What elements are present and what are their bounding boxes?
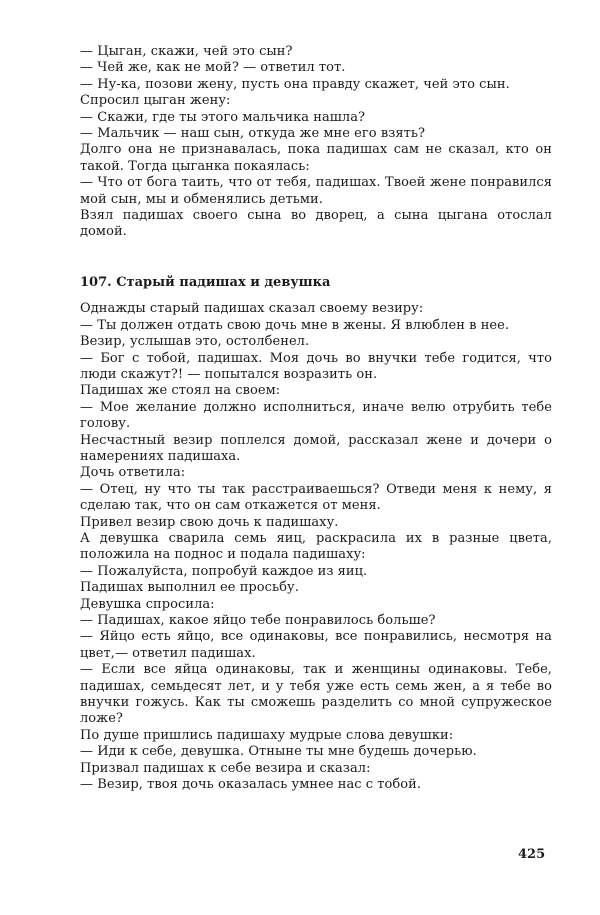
paragraph: — Если все яйца одинаковы, так и женщины одинаковы. Тебе, падишах, семьдесят лет, и у тебя уже есть семь жен, а я тебе во внучки гожусь. Как ты сможешь разделить со мной супружеское ложе?	[80, 662, 552, 727]
paragraph: А девушка сварила семь яиц, раскрасила их в разные цвета, положила на поднос и подала падишаху:	[80, 530, 552, 563]
paragraph: — Мальчик — наш сын, откуда же мне его взять?	[80, 126, 425, 142]
previous-story-ending	[80, 44, 552, 241]
paragraph: Девушка спросила:	[80, 596, 215, 612]
story-title: 107. Старый падишах и девушка	[80, 274, 331, 290]
paragraph: Взял падишах своего сына во дворец, а сына цыгана отослал домой.	[80, 208, 552, 240]
paragraph: — Везир, твоя дочь оказалась умнее нас с тобой.	[80, 777, 422, 793]
paragraph: Привел везир свою дочь к падишаху.	[80, 514, 339, 530]
paragraph: — Яйцо есть яйцо, все одинаковы, все понравились, несмотря на цвет,— ответил падишах.	[80, 629, 552, 661]
paragraph: Падишах же стоял на своем:	[80, 383, 281, 399]
page-number: 425	[518, 847, 546, 862]
paragraph: Спросил цыган жену:	[80, 93, 231, 109]
paragraph: Призвал падишах к себе везира и сказал:	[80, 760, 371, 776]
paragraph: — Пожалуйста, попробуй каждое из яиц.	[80, 563, 368, 579]
story-text	[80, 301, 552, 793]
paragraph: Везир, услышав это, остолбенел.	[80, 334, 310, 350]
paragraph: — Скажи, где ты этого мальчика нашла?	[80, 109, 366, 125]
paragraph: Однажды старый падишах сказал своему везиру:	[80, 301, 424, 317]
paragraph: — Отец, ну что ты так расстраиваешься? Отведи меня к нему, я сделаю так, что он сам откажется от меня.	[80, 481, 552, 514]
paragraph: Долго она не признавалась, пока падишах сам не сказал, кто он такой. Тогда цыганка покаялась:	[80, 142, 552, 174]
paragraph: — Ты должен отдать свою дочь мне в жены. Я влюблен в нее.	[80, 317, 510, 333]
paragraph: — Цыган, скажи, чей это сын?	[80, 44, 293, 59]
paragraph: По душе пришлись падишаху мудрые слова девушки:	[80, 727, 454, 743]
paragraph: — Бог с тобой, падишах. Моя дочь во внучки тебе годится, что люди скажут?! — попытался возразить он.	[80, 350, 552, 382]
section-spacer	[80, 241, 552, 275]
paragraph: — Ну-ка, позови жену, пусть она правду скажет, чей это сын.	[80, 76, 510, 92]
paragraph: — Падишах, какое яйцо тебе понравилось больше?	[80, 613, 436, 628]
paragraph: Несчастный везир поплелся домой, рассказал жене и дочери о намерениях падишаха.	[80, 432, 552, 464]
title-spacer	[80, 291, 552, 301]
paragraph: — Чей же, как не мой? — ответил тот.	[80, 60, 346, 76]
paragraph: — Иди к себе, девушка. Отныне ты мне будешь дочерью.	[80, 744, 477, 760]
paragraph: — Что от бога таить, что от тебя, падишах. Твоей жене понравился мой сын, мы и обменялись детьми.	[80, 175, 552, 207]
paragraph: Дочь ответила:	[80, 465, 186, 481]
paragraph: Падишах выполнил ее просьбу.	[80, 580, 299, 596]
paragraph: — Мое желание должно исполниться, иначе велю отрубить тебе голову.	[80, 399, 552, 432]
page-body	[80, 44, 552, 793]
